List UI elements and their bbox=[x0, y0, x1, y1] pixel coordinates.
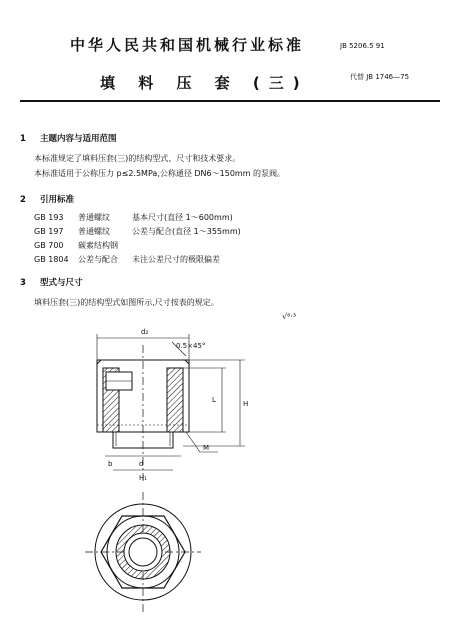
section-title: 主题内容与适用范围 bbox=[40, 134, 117, 144]
dim-a-label: d₂ bbox=[141, 328, 149, 336]
thread-label: M bbox=[203, 444, 210, 452]
section-1-para-1: 本标准规定了填料压套(三)的结构型式、尺寸和技术要求。 bbox=[34, 154, 241, 163]
doc-title: 填 料 压 套 (三) bbox=[100, 74, 309, 92]
section-title: 引用标准 bbox=[40, 195, 75, 205]
org-title: 中华人民共和国机械行业标准 bbox=[70, 36, 305, 54]
plan-view bbox=[85, 492, 201, 612]
reference-name: 普通螺纹 bbox=[78, 227, 110, 236]
reference-name: 碳素结构钢 bbox=[78, 241, 118, 250]
dim-b-label: b bbox=[108, 460, 113, 468]
dim-l-label: L bbox=[212, 396, 216, 404]
dim-h1-label: H₁ bbox=[139, 474, 148, 482]
section-number: 2 bbox=[20, 195, 26, 205]
section-1-para-2: 本标准适用于公称压力 p≤2.5MPa,公称通径 DN6～150mm 的泵阀。 bbox=[34, 169, 286, 178]
reference-code: GB 193 bbox=[34, 213, 64, 222]
dim-d-label: d bbox=[139, 460, 144, 468]
replaces-standard: 代替 JB 1746—75 bbox=[350, 73, 410, 81]
reference-code: GB 700 bbox=[34, 241, 64, 250]
section-number: 1 bbox=[20, 134, 26, 144]
reference-name: 普通螺纹 bbox=[78, 213, 110, 222]
standard-number: JB 5206.5 91 bbox=[340, 42, 385, 50]
reference-desc: 基本尺寸(直径 1～600mm) bbox=[132, 213, 233, 222]
section-number: 3 bbox=[20, 278, 26, 288]
reference-code: GB 1804 bbox=[34, 255, 69, 264]
reference-desc: 未注公差尺寸的极限偏差 bbox=[132, 255, 220, 264]
dim-h-label: H bbox=[243, 400, 249, 408]
reference-desc: 公差与配合(直径 1～355mm) bbox=[132, 227, 241, 236]
section-title: 型式与尺寸 bbox=[40, 278, 83, 288]
reference-name: 公差与配合 bbox=[78, 255, 118, 264]
chamfer-label: 0.5×45° bbox=[176, 342, 206, 350]
section-3-para-1: 填料压套(三)的结构型式如图所示,尺寸按表的规定。 bbox=[34, 298, 219, 307]
roughness-symbol: √⁶·³ bbox=[282, 312, 297, 321]
reference-code: GB 197 bbox=[34, 227, 64, 236]
